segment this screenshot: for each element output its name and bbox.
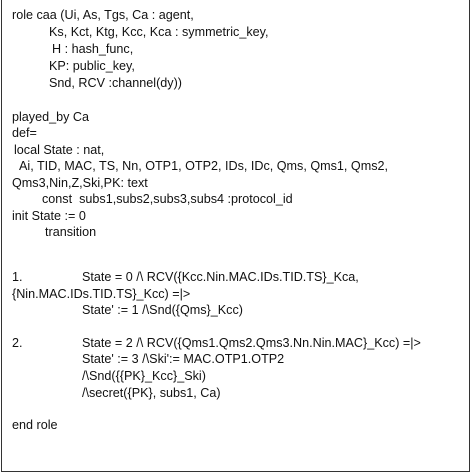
played-by-line: played_by Ca xyxy=(12,110,90,124)
def-line: def= xyxy=(12,126,37,140)
local-vars-line: Ai, TID, MAC, TS, Nn, OTP1, OTP2, IDs, IDc, Qms, Qms1, Qms2, xyxy=(19,159,389,173)
role-declaration-line: role caa (Ui, As, Tgs, Ca : agent, xyxy=(12,8,194,22)
transition-line: {Nin.MAC.IDs.TID.TS}_Kcc) =|> xyxy=(12,287,191,301)
role-param-line: H : hash_func, xyxy=(52,42,134,56)
transition-line: transition xyxy=(45,225,97,239)
local-state-line: local State : nat, xyxy=(14,143,105,157)
role-param-line: Snd, RCV :channel(dy)) xyxy=(49,76,182,90)
transition-line: State' := 1 /\Snd({Qms}_Kcc) xyxy=(82,303,243,317)
transition-line: State' := 3 /\Ski':= MAC.OTP1.OTP2 xyxy=(82,352,285,366)
role-param-line: KP: public_key, xyxy=(49,59,135,73)
end-role-line: end role xyxy=(12,418,58,432)
transition-number: 1. xyxy=(12,270,23,284)
transition-line: State = 2 /\ RCV({Qms1.Qms2.Qms3.Nn.Nin.MAC}_Kcc) =|> xyxy=(82,336,421,350)
transition-line: /\secret({PK}, subs1, Ca) xyxy=(82,386,221,400)
transition-line: /\Snd({{PK}_Kcc}_Ski) xyxy=(82,369,206,383)
local-vars-line: Qms3,Nin,Z,Ski,PK: text xyxy=(12,176,148,190)
transition-number: 2. xyxy=(12,336,23,350)
transition-line: State = 0 /\ RCV({Kcc.Nin.MAC.IDs.TID.TS}_Kca, xyxy=(82,270,359,284)
const-line: const subs1,subs2,subs3,subs4 :protocol_id xyxy=(42,192,293,206)
init-line: init State := 0 xyxy=(12,209,86,223)
role-param-line: Ks, Kct, Ktg, Kcc, Kca : symmetric_key, xyxy=(49,25,269,39)
